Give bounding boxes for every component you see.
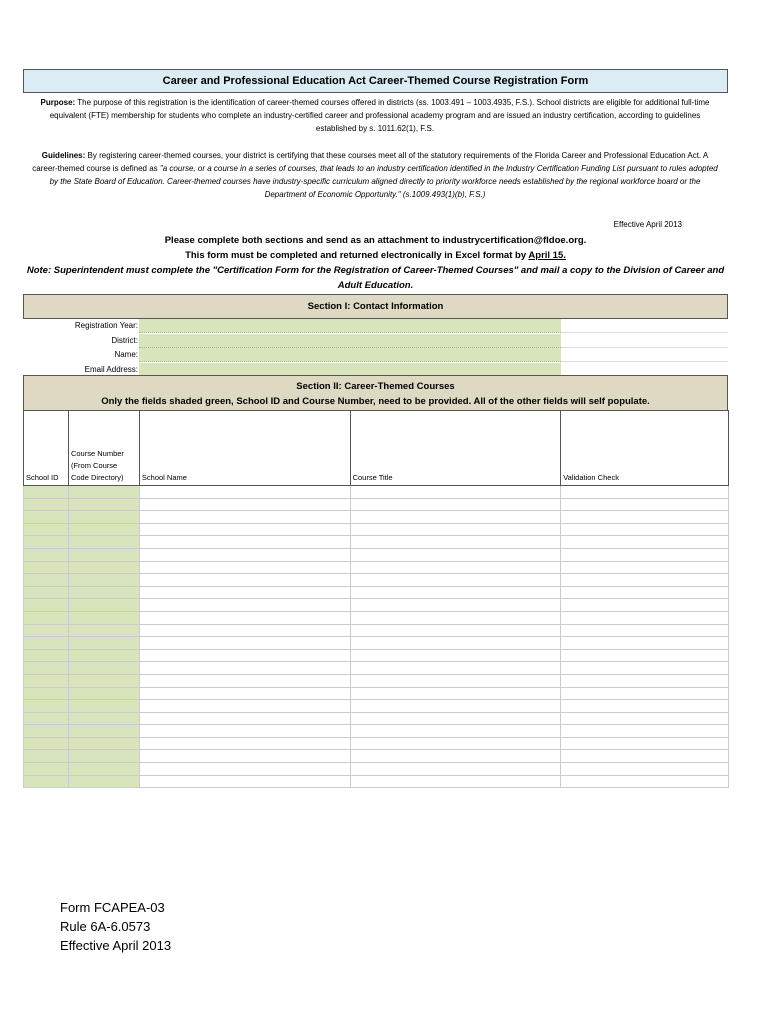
- effective-date-top: Effective April 2013: [613, 220, 682, 229]
- table-row: [24, 700, 729, 713]
- table-row: [24, 523, 729, 536]
- guidelines-paragraph: [30, 149, 720, 201]
- validation-check-cell: [561, 674, 729, 687]
- validation-check-cell: [561, 750, 729, 763]
- school-name-cell: [139, 561, 350, 574]
- validation-check-cell: [561, 511, 729, 524]
- validation-check-cell: [561, 561, 729, 574]
- table-row: [24, 725, 729, 738]
- course-title-cell: [350, 523, 561, 536]
- validation-check-cell: [561, 599, 729, 612]
- school-id-cell[interactable]: [24, 649, 69, 662]
- school-name-cell: [139, 712, 350, 725]
- school-id-cell[interactable]: [24, 637, 69, 650]
- validation-check-cell: [561, 486, 729, 499]
- instruction-line-1: Please complete both sections and send as an attachment to industrycertification@fldoe.org.: [164, 235, 587, 246]
- course-number-cell[interactable]: [68, 586, 139, 599]
- contact-field-label: District:: [111, 335, 138, 345]
- course-title-cell: [350, 662, 561, 675]
- table-row: [24, 611, 729, 624]
- column-school-id: School ID: [24, 411, 69, 486]
- table-row: [24, 775, 729, 788]
- school-name-cell: [139, 763, 350, 776]
- school-id-cell[interactable]: [24, 624, 69, 637]
- school-name-cell: [139, 674, 350, 687]
- form-footer: [60, 898, 171, 955]
- school-name-cell: [139, 548, 350, 561]
- contact-field-label: Registration Year:: [74, 321, 138, 330]
- table-row: [24, 674, 729, 687]
- school-id-cell[interactable]: [24, 700, 69, 713]
- course-title-cell: [350, 763, 561, 776]
- superintendent-note: Note: Superintendent must complete the "Certification Form for the Registration of Career-Themed Courses" and mail a copy to the Division of Career and Adult Education.: [26, 265, 725, 291]
- school-id-cell[interactable]: [24, 611, 69, 624]
- school-name-cell: [139, 662, 350, 675]
- course-title-cell: [350, 536, 561, 549]
- courses-table: [23, 410, 729, 788]
- footer-form-number: Form FCAPEA-03: [60, 900, 165, 915]
- course-title-cell: [350, 649, 561, 662]
- contact-row-blank: [561, 334, 728, 348]
- contact-row: [23, 348, 728, 362]
- table-row: [24, 574, 729, 587]
- course-title-cell: [350, 700, 561, 713]
- column-validation-check: Validation Check: [561, 411, 729, 486]
- school-name-cell: [139, 725, 350, 738]
- validation-check-cell: [561, 536, 729, 549]
- course-number-cell[interactable]: [68, 750, 139, 763]
- instruction-line-2-prefix: This form must be completed and returned electronically in Excel format by: [185, 250, 529, 261]
- section-1-header: Section I: Contact Information: [23, 294, 728, 319]
- course-title-cell: [350, 611, 561, 624]
- form-title: Career and Professional Education Act Career-Themed Course Registration Form: [23, 69, 728, 93]
- school-id-cell[interactable]: [24, 561, 69, 574]
- validation-check-cell: [561, 649, 729, 662]
- table-row: [24, 737, 729, 750]
- table-row: [24, 561, 729, 574]
- course-title-cell: [350, 712, 561, 725]
- school-id-cell[interactable]: [24, 548, 69, 561]
- school-id-cell[interactable]: [24, 763, 69, 776]
- school-id-cell[interactable]: [24, 687, 69, 700]
- school-name-cell: [139, 574, 350, 587]
- validation-check-cell: [561, 763, 729, 776]
- table-row: [24, 536, 729, 549]
- section-2-header: [23, 375, 728, 411]
- guidelines-label: Guidelines:: [41, 151, 86, 160]
- school-name-cell: [139, 498, 350, 511]
- contact-field-input[interactable]: [139, 334, 561, 348]
- school-name-cell: [139, 700, 350, 713]
- course-number-cell[interactable]: [68, 561, 139, 574]
- validation-check-cell: [561, 725, 729, 738]
- school-name-cell: [139, 611, 350, 624]
- contact-row-blank: [561, 319, 728, 333]
- table-row: [24, 649, 729, 662]
- school-id-cell[interactable]: [24, 574, 69, 587]
- table-row: [24, 750, 729, 763]
- purpose-label: Purpose:: [40, 98, 76, 107]
- table-row: [24, 662, 729, 675]
- course-title-cell: [350, 687, 561, 700]
- school-name-cell: [139, 649, 350, 662]
- school-id-cell[interactable]: [24, 486, 69, 499]
- course-title-cell: [350, 624, 561, 637]
- school-name-cell: [139, 486, 350, 499]
- course-number-cell[interactable]: [68, 725, 139, 738]
- course-title-cell: [350, 725, 561, 738]
- courses-table-header: [24, 411, 729, 486]
- validation-check-cell: [561, 611, 729, 624]
- course-title-cell: [350, 561, 561, 574]
- school-id-cell[interactable]: [24, 536, 69, 549]
- column-course-title: Course Title: [350, 411, 561, 486]
- course-number-cell[interactable]: [68, 674, 139, 687]
- section-2-title: Section II: Career-Themed Courses: [296, 381, 455, 392]
- course-title-cell: [350, 599, 561, 612]
- validation-check-cell: [561, 700, 729, 713]
- school-name-cell: [139, 536, 350, 549]
- validation-check-cell: [561, 624, 729, 637]
- course-number-cell[interactable]: [68, 775, 139, 788]
- contact-field-input[interactable]: [139, 319, 561, 333]
- school-id-cell[interactable]: [24, 599, 69, 612]
- course-title-cell: [350, 737, 561, 750]
- contact-row: [23, 319, 728, 333]
- course-number-cell[interactable]: [68, 712, 139, 725]
- course-number-cell[interactable]: [68, 548, 139, 561]
- school-id-cell[interactable]: [24, 674, 69, 687]
- validation-check-cell: [561, 574, 729, 587]
- table-row: [24, 511, 729, 524]
- course-title-cell: [350, 750, 561, 763]
- course-title-cell: [350, 775, 561, 788]
- school-name-cell: [139, 750, 350, 763]
- column-school-name: School Name: [139, 411, 350, 486]
- school-id-cell[interactable]: [24, 712, 69, 725]
- school-id-cell[interactable]: [24, 586, 69, 599]
- validation-check-cell: [561, 737, 729, 750]
- course-number-cell[interactable]: [68, 511, 139, 524]
- validation-check-cell: [561, 712, 729, 725]
- validation-check-cell: [561, 775, 729, 788]
- validation-check-cell: [561, 662, 729, 675]
- table-row: [24, 498, 729, 511]
- course-title-cell: [350, 511, 561, 524]
- course-number-cell[interactable]: [68, 574, 139, 587]
- course-title-cell: [350, 498, 561, 511]
- school-id-cell[interactable]: [24, 750, 69, 763]
- guidelines-quote: "a course, or a course in a series of courses, that leads to an industry certification identified in the Industry Certification Funding List pursuant to rules adopted by the State Board of Education. Career-themed courses have industry-specific curriculum aligned directly to priority workforce needs established by the regional workforce board or the Department of Economic Opportunity." (s.1009.493(1)(b), F.S.): [49, 164, 718, 199]
- course-number-cell[interactable]: [68, 498, 139, 511]
- course-number-cell[interactable]: [68, 637, 139, 650]
- validation-check-cell: [561, 498, 729, 511]
- course-number-cell[interactable]: [68, 523, 139, 536]
- table-row: [24, 486, 729, 499]
- course-number-cell[interactable]: [68, 599, 139, 612]
- school-name-cell: [139, 599, 350, 612]
- course-number-cell[interactable]: [68, 649, 139, 662]
- validation-check-cell: [561, 523, 729, 536]
- table-row: [24, 599, 729, 612]
- course-number-cell[interactable]: [68, 486, 139, 499]
- table-row: [24, 586, 729, 599]
- course-number-cell[interactable]: [68, 763, 139, 776]
- validation-check-cell: [561, 687, 729, 700]
- course-title-cell: [350, 486, 561, 499]
- course-number-cell[interactable]: [68, 737, 139, 750]
- course-number-cell[interactable]: [68, 536, 139, 549]
- course-title-cell: [350, 586, 561, 599]
- purpose-text: The purpose of this registration is the identification of career-themed courses offered in districts (ss. 1003.491 – 1003.4935, F.S.). School districts are eligible for additional full-time equivalent (FTE) membership for students who complete an industry-certified career and professional academy program and are issued an industry certification, according to guidelines established by s. 1011.62(1), F.S.: [49, 98, 710, 133]
- section-2-subtitle: Only the fields shaded green, School ID and Course Number, need to be provided. All of the other fields will self populate.: [101, 396, 650, 407]
- school-id-cell[interactable]: [24, 511, 69, 524]
- instruction-line-2: [23, 248, 728, 263]
- contact-row-blank: [561, 348, 728, 362]
- table-row: [24, 624, 729, 637]
- school-name-cell: [139, 637, 350, 650]
- school-id-cell[interactable]: [24, 775, 69, 788]
- column-course-number: Course Number (From Course Code Directory): [68, 411, 139, 486]
- school-id-cell[interactable]: [24, 498, 69, 511]
- school-name-cell: [139, 775, 350, 788]
- school-name-cell: [139, 687, 350, 700]
- school-id-cell[interactable]: [24, 523, 69, 536]
- course-number-cell[interactable]: [68, 611, 139, 624]
- contact-row: [23, 334, 728, 348]
- course-title-cell: [350, 674, 561, 687]
- contact-field-label: Email Address:: [84, 364, 138, 374]
- table-row: [24, 637, 729, 650]
- school-name-cell: [139, 737, 350, 750]
- guidelines-text: By registering career-themed courses, your district is certifying that these courses meet all of the statutory requirements of the Florida Career and Professional Education Act. A career-themed course is defined as: [32, 151, 709, 173]
- contact-field-input[interactable]: [139, 348, 561, 362]
- course-number-cell[interactable]: [68, 662, 139, 675]
- course-number-cell[interactable]: [68, 624, 139, 637]
- table-row: [24, 687, 729, 700]
- school-id-cell[interactable]: [24, 725, 69, 738]
- school-name-cell: [139, 586, 350, 599]
- validation-check-cell: [561, 637, 729, 650]
- school-name-cell: [139, 523, 350, 536]
- table-row: [24, 548, 729, 561]
- deadline-date: April 15.: [528, 250, 566, 261]
- course-title-cell: [350, 548, 561, 561]
- table-row: [24, 712, 729, 725]
- school-id-cell[interactable]: [24, 662, 69, 675]
- purpose-paragraph: [30, 96, 720, 135]
- course-number-cell[interactable]: [68, 700, 139, 713]
- contact-field-label: Name:: [114, 350, 138, 359]
- school-id-cell[interactable]: [24, 737, 69, 750]
- school-name-cell: [139, 624, 350, 637]
- course-title-cell: [350, 574, 561, 587]
- validation-check-cell: [561, 548, 729, 561]
- footer-rule: Rule 6A-6.0573: [60, 919, 151, 934]
- footer-effective: Effective April 2013: [60, 938, 172, 953]
- course-number-cell[interactable]: [68, 687, 139, 700]
- validation-check-cell: [561, 586, 729, 599]
- course-title-cell: [350, 637, 561, 650]
- school-name-cell: [139, 511, 350, 524]
- table-row: [24, 763, 729, 776]
